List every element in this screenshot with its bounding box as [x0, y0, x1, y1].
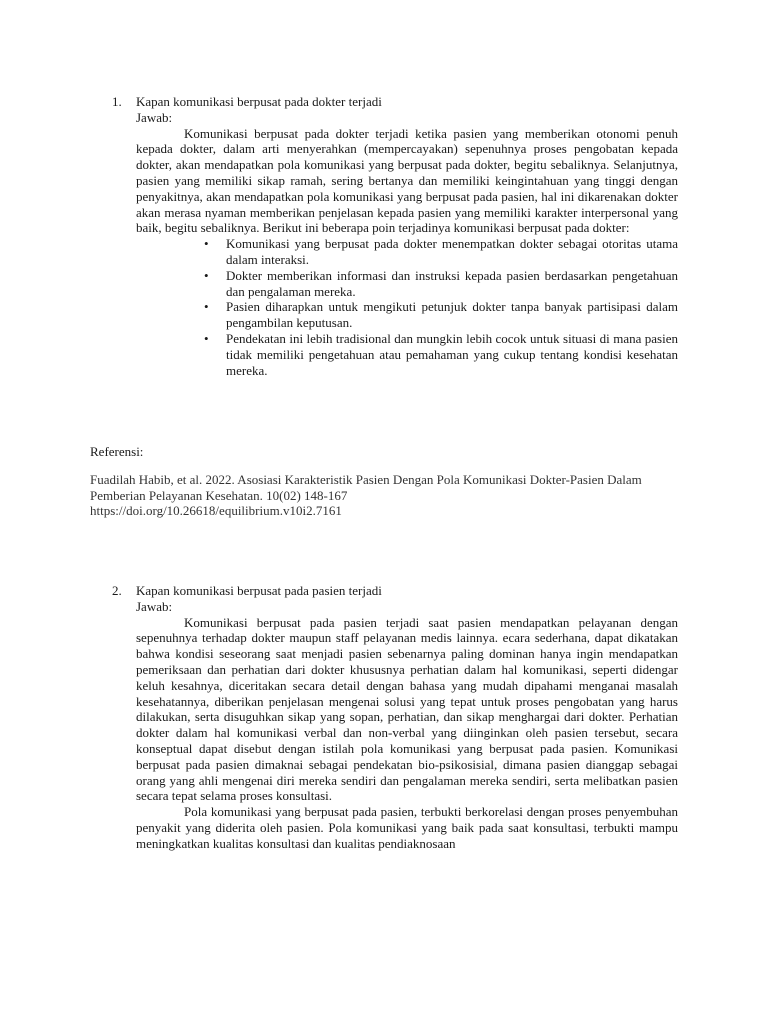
bullet-text: Komunikasi yang berpusat pada dokter menempatkan dokter sebagai otoritas utama dalam interaksi.	[226, 236, 678, 267]
question-2-paragraph-2: Pola komunikasi yang berpusat pada pasien, terbukti berkorelasi dengan proses penyembuhan penyakit yang diderita oleh pasien. Pola komunikasi yang baik pada saat konsultasi, terbukti mampu meningkatkan kualitas konsultasi dan kualitas pendiaknosaan	[136, 804, 678, 851]
question-1-title	[112, 94, 678, 110]
question-2-answer-label: Jawab:	[136, 598, 173, 614]
reference-details: , et al. 2022. Asosiasi Karakteristik Pasien Dengan Pola Komunikasi Dokter-Pasien Dalam Pemberian Pelayanan Kesehatan. 10(02) 148-167	[90, 471, 642, 503]
bullet-text: Pendekatan ini lebih tradisional dan mungkin lebih cocok untuk situasi di mana pasien tidak memiliki pengetahuan atau pemahaman yang cukup tentang kondisi kesehatan mereka.	[226, 330, 678, 378]
bullet-text: Pasien diharapkan untuk mengikuti petunjuk dokter tanpa banyak partisipasi dalam pengambilan keputusan.	[226, 299, 678, 331]
bullet-text: Dokter memberikan informasi dan instruksi kepada pasien berdasarkan pengetahuan dan pengalaman mereka.	[226, 267, 678, 299]
question-1	[112, 94, 678, 378]
bullet-item	[204, 236, 678, 268]
question-1-bullet-list	[136, 236, 678, 378]
references-heading: Referensi:	[90, 444, 144, 459]
question-2-answer	[112, 599, 678, 852]
question-2-title	[112, 583, 678, 599]
question-2-paragraph-1: Komunikasi berpusat pada pasien terjadi saat pasien mendapatkan pelayanan dengan sepenuhnya terhadap dokter maupun staff pelayanan medis lainnya. ecara sederhana, dapat dikatakan bahwa kondisi seseorang saat menjadi pasien sebenarnya paling dominan hanya ingin mendapatkan pemeriksaan dan perhatian dari dokter khususnya perhatian dalam hal komunikasi, seperti didengar keluh kesahnya, diceritakan secara detail dengan bahasa yang mudah dipahami menganai masalah kesehatannya, diberikan penjelasan mengenai solusi yang tepat untuk proses pengobatan yang harus dilakukan, serta disuguhkan sikap yang sopan, perhatian, dan sikap menghargai dari dokter. Perhatian dokter dalam hal komunikasi verbal dan non-verbal yang diinginkan oleh pasien tersebut, secara konseptual dapat disebut dengan istilah pola komunikasi yang berpusat pada pasien. Komunikasi berpusat pada pasien dimaknai sebagai pendekatan bio-psikosisial, dimana pasien dianggap sebagai orang yang ahli mengenai diri mereka sendiri dan pengalaman mereka sendiri, serta melibatkan pasien secara tepat selama proses konsultasi.	[136, 614, 678, 804]
reference-doi-link[interactable]: https://doi.org/10.26618/equilibrium.v10i2.7161	[90, 503, 342, 519]
question-1-answer-label: Jawab:	[136, 109, 173, 125]
bullet-item	[204, 330, 678, 378]
question-1-answer	[112, 110, 678, 379]
bullet-icon: •	[204, 299, 209, 315]
question-2-title-text: Kapan komunikasi berpusat pada pasien terjadi	[136, 583, 382, 598]
bullet-icon: •	[204, 267, 209, 283]
bullet-icon: •	[204, 236, 209, 252]
question-2-number: 2.	[112, 583, 122, 598]
reference-entry	[90, 472, 690, 519]
bullet-icon: •	[204, 330, 209, 346]
bullet-item	[204, 267, 678, 300]
reference-author: Fuadilah Habib	[90, 471, 171, 487]
question-1-paragraph: Komunikasi berpusat pada dokter terjadi ketika pasien yang memberikan otonomi penuh kepada dokter, dalam arti menyerahkan (mempercayakan) sepenuhnya proses pengobatan kepada dokter, akan mendapatkan pola komunikasi yang berpusat pada dokter, begitu sebaliknya. Selanjutnya, pasien yang memiliki sikap ramah, sering bertanya dan memiliki keingintahuan yang tinggi dengan penyakitnya, akan mendapatkan pola komunikasi yang berpusat pada pasien, hal ini dikarenakan dokter akan merasa nyaman memberikan penjelasan kepada pasien yang memiliki karakter interpersonal yang baik, begitu sebaliknya. Berikut ini beberapa poin terjadinya komunikasi berpusat pada dokter:	[136, 125, 678, 236]
question-1-title-text: Kapan komunikasi berpusat pada dokter terjadi	[136, 94, 382, 109]
question-1-number: 1.	[112, 94, 122, 109]
references-section	[90, 444, 690, 519]
bullet-item	[204, 299, 678, 331]
question-2	[112, 583, 678, 852]
